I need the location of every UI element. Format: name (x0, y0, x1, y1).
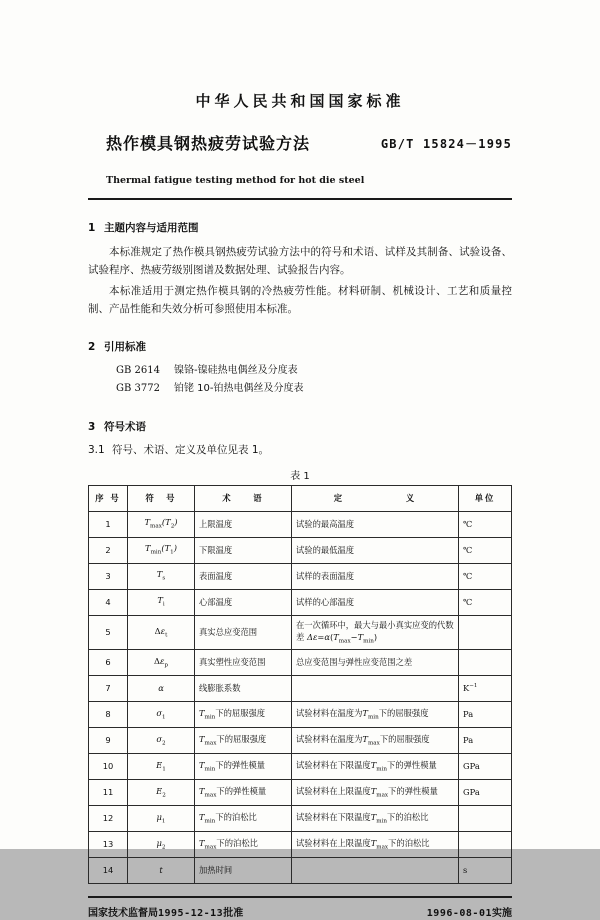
row-term: 上限温度 (195, 511, 292, 537)
table-row (89, 615, 512, 650)
row-number: 8 (89, 702, 128, 728)
row-term: 真实总应变范围 (195, 615, 292, 650)
clause-text: 符号、术语、定义及单位见表 1。 (112, 443, 270, 456)
footer-issuer: 国家技术监督局 (88, 908, 158, 920)
row-definition: 试验材料在上限温度$T_{max}$下的弹性模量 (292, 780, 459, 806)
row-term: 心部温度 (195, 589, 292, 615)
column-header-no: 序 号 (89, 485, 128, 511)
row-number: 6 (89, 650, 128, 676)
row-symbol: α (128, 676, 195, 702)
row-number: 9 (89, 728, 128, 754)
row-term: $T_{min}$下的泊松比 (195, 806, 292, 832)
row-symbol: $T_i$ (128, 589, 195, 615)
row-number: 13 (89, 832, 128, 858)
row-number: 14 (89, 858, 128, 884)
section-heading-scope (88, 220, 512, 235)
list-item (88, 362, 512, 381)
row-unit (459, 806, 512, 832)
row-term: 线膨胀系数 (195, 676, 292, 702)
row-definition: 总应变范围与弹性应变范围之差 (292, 650, 459, 676)
footer-effective-date: 1996-08-01 (426, 908, 492, 920)
table-row (89, 806, 512, 832)
reference-code: GB 3772 (116, 383, 160, 394)
footer-effective (427, 904, 512, 919)
row-number: 12 (89, 806, 128, 832)
row-symbol: $\sigma_1$ (128, 702, 195, 728)
table-header-row (89, 485, 512, 511)
row-unit: Pa (459, 728, 512, 754)
row-unit: ℃ (459, 563, 512, 589)
row-symbol: $T_{max}(T_2)$ (128, 511, 195, 537)
table-row (89, 728, 512, 754)
row-unit (459, 832, 512, 858)
section-title-1: 主题内容与适用范围 (104, 222, 199, 234)
row-symbol: $E_1$ (128, 754, 195, 780)
row-unit: Pa (459, 702, 512, 728)
row-definition: 试样的心部温度 (292, 589, 459, 615)
row-definition: 试验材料在下限温度$T_{min}$下的泊松比 (292, 806, 459, 832)
row-symbol: $\sigma_2$ (128, 728, 195, 754)
row-unit (459, 615, 512, 650)
section-number-2: 2 (88, 340, 96, 353)
row-number: 10 (89, 754, 128, 780)
footer-effective-suffix: 实施 (492, 908, 512, 920)
row-unit: ℃ (459, 511, 512, 537)
footer-divider (88, 896, 512, 898)
page-title-english: Thermal fatigue testing method for hot die steel (106, 175, 365, 186)
row-definition: 试验的最低温度 (292, 537, 459, 563)
row-unit: s (459, 858, 512, 884)
row-definition: 试样的表面温度 (292, 563, 459, 589)
scope-paragraph-2: 本标准适用于测定热作模具钢的冷热疲劳性能。材料研制、机械设计、工艺和质量控制、产品性能和失效分析可参照使用本标准。 (88, 284, 512, 316)
row-symbol: $T_s$ (128, 563, 195, 589)
column-header-symbol: 符 号 (128, 485, 195, 511)
column-header-definition: 定 义 (292, 485, 459, 511)
row-term: $T_{min}$下的弹性模量 (195, 754, 292, 780)
row-term: $T_{min}$下的屈服强度 (195, 702, 292, 728)
row-unit: ℃ (459, 589, 512, 615)
row-symbol: t (128, 858, 195, 884)
standard-number: GB/T 15824－1995 (380, 137, 512, 151)
row-definition: 试验材料在下限温度$T_{min}$下的弹性模量 (292, 754, 459, 780)
clause-3-1 (88, 442, 512, 457)
row-number: 4 (89, 589, 128, 615)
row-symbol: $\mu_1$ (128, 806, 195, 832)
row-term: 真实塑性应变范围 (195, 650, 292, 676)
masthead-national-standard: 中华人民共和国国家标准 (195, 92, 405, 110)
table-header (89, 485, 512, 511)
section-number-1: 1 (88, 222, 96, 234)
symbols-table (88, 485, 512, 885)
page-footer (88, 904, 512, 920)
row-symbol: $T_{min}(T_1)$ (128, 537, 195, 563)
row-number: 7 (89, 676, 128, 702)
table-row (89, 754, 512, 780)
reference-standards-list (88, 362, 512, 399)
row-symbol: $E_2$ (128, 780, 195, 806)
table-row (89, 832, 512, 858)
table-row (89, 650, 512, 676)
row-number: 2 (89, 537, 128, 563)
row-unit: GPa (459, 754, 512, 780)
section-title-3: 符号术语 (104, 420, 146, 433)
footer-approval (88, 904, 243, 919)
row-number: 1 (89, 511, 128, 537)
row-definition: 试验的最高温度 (292, 511, 459, 537)
column-header-unit: 单位 (459, 485, 512, 511)
table-row (89, 676, 512, 702)
clause-number: 3.1 (88, 443, 105, 456)
row-definition (292, 676, 459, 702)
reference-title: 镍铬-镍硅热电偶丝及分度表 (174, 364, 298, 376)
row-definition: 试验材料在上限温度$T_{max}$下的泊松比 (292, 832, 459, 858)
row-symbol: $\Delta\varepsilon_p$ (128, 650, 195, 676)
row-definition (292, 858, 459, 884)
row-term: 下限温度 (195, 537, 292, 563)
table-row (89, 858, 512, 884)
row-number: 3 (89, 563, 128, 589)
row-definition: 在一次循环中，最大与最小真实应变的代数差 $\Delta\varepsilon=\alpha(T_{max}-T_{min})$ (292, 615, 459, 650)
title-row (88, 131, 512, 161)
table-caption: 表 1 (290, 470, 310, 482)
row-term: $T_{max}$下的屈服强度 (195, 728, 292, 754)
section-title-2: 引用标准 (104, 340, 146, 353)
reference-title: 铂铑 10-铂热电偶丝及分度表 (174, 383, 304, 394)
row-term: 加热时间 (195, 858, 292, 884)
footer-approve-suffix: 批准 (223, 908, 244, 920)
column-header-term: 术 语 (195, 485, 292, 511)
row-unit: $K^{-1}$ (459, 676, 512, 702)
table-row (89, 537, 512, 563)
table-row (89, 702, 512, 728)
page-title: 热作模具钢热疲劳试验方法 (106, 134, 311, 153)
section-heading-symbols (88, 419, 512, 434)
row-term: 表面温度 (195, 563, 292, 589)
row-term: $T_{max}$下的弹性模量 (195, 780, 292, 806)
section-number-3: 3 (88, 420, 96, 433)
list-item (88, 380, 512, 399)
row-symbol: $\Delta\varepsilon_t$ (128, 615, 195, 650)
scope-paragraph-1: 本标准规定了热作模具钢热疲劳试验方法中的符号和术语、试样及其制备、试验设备、试验程序、热疲劳级别图谱及数据处理、试验报告内容。 (88, 246, 512, 277)
table-row (89, 511, 512, 537)
row-number: 11 (89, 780, 128, 806)
row-symbol: $\mu_2$ (128, 832, 195, 858)
row-number: 5 (89, 615, 128, 650)
row-unit: ℃ (459, 537, 512, 563)
table-row (89, 780, 512, 806)
row-definition: 试验材料在温度为$T_{min}$下的屈服强度 (292, 702, 459, 728)
header-divider (88, 198, 512, 200)
table-row (89, 589, 512, 615)
row-unit (459, 650, 512, 676)
table-row (89, 563, 512, 589)
reference-code: GB 2614 (116, 364, 160, 376)
page-content (88, 90, 512, 920)
footer-approve-date: 1995-12-13 (158, 908, 224, 920)
row-term: $T_{max}$下的泊松比 (195, 832, 292, 858)
section-heading-references (88, 339, 512, 354)
table-body (89, 511, 512, 884)
row-definition: 试验材料在温度为$T_{max}$下的屈服强度 (292, 728, 459, 754)
row-unit: GPa (459, 780, 512, 806)
